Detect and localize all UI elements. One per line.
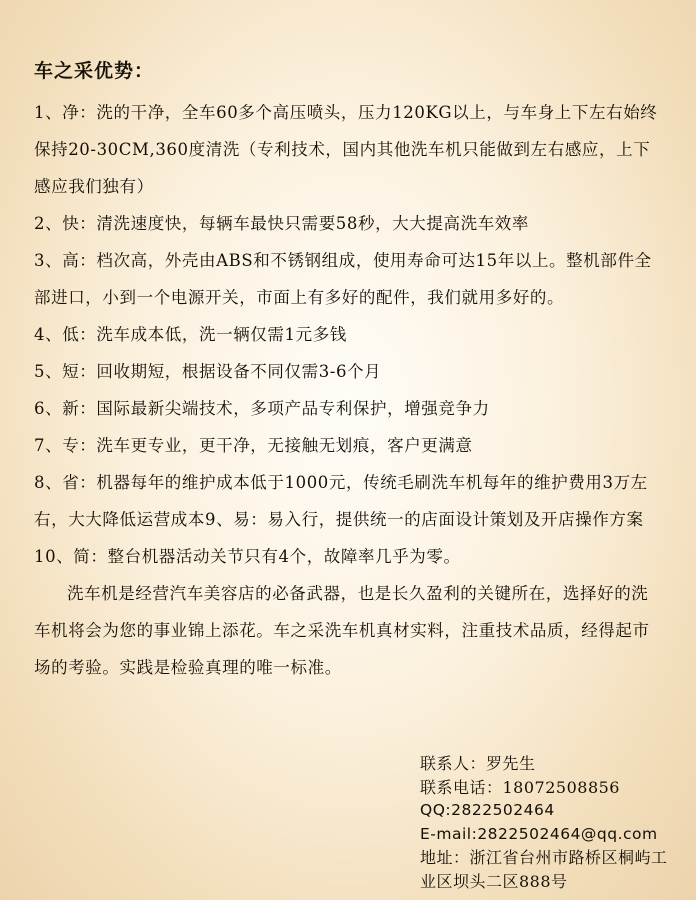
contact-phone: 联系电话：18072508856	[420, 777, 620, 797]
list-item: 2、快：清洗速度快，每辆车最快只需要58秒，大大提高洗车效率	[34, 214, 529, 233]
list-item: 3、高：档次高，外壳由ABS和不锈钢组成，使用寿命可达15年以上。整机部件全部进口，小到一个电源开关，市面上有多好的配件，我们就用多好的。	[34, 251, 652, 307]
page-title: 车之采优势：	[34, 60, 155, 82]
contact-qq: QQ:2822502464	[420, 801, 555, 819]
list-item: 5、短：回收期短，根据设备不同仅需3-6个月	[34, 362, 382, 381]
contact-block	[420, 752, 690, 893]
contact-address: 地址：浙江省台州市路桥区桐屿工业区坝头二区888号	[420, 848, 668, 891]
list-item: 6、新：国际最新尖端技术，多项产品专利保护，增强竞争力	[34, 399, 490, 418]
advantages-list	[34, 94, 664, 686]
list-item: 8、省：机器每年的维护成本低于1000元，传统毛刷洗车机每年的维护费用3万左右，大大降低运营成本9、易：易入行，提供统一的店面设计策划及开店操作方案10、简：整台机器活动关节只有4个，故障率几乎为零。	[34, 473, 648, 566]
contact-email: E-mail:2822502464@qq.com	[420, 824, 658, 843]
contact-person: 联系人：罗先生	[420, 754, 536, 773]
list-item: 1、净：洗的干净，全车60多个高压喷头，压力120KG以上，与车身上下左右始终保持20-30CM,360度清洗（专利技术，国内其他洗车机只能做到左右感应，上下感应我们独有）	[34, 103, 658, 196]
summary-paragraph: 洗车机是经营汽车美容店的必备武器，也是长久盈利的关键所在，选择好的洗车机将会为您的事业锦上添花。车之采洗车机真材实料，注重技术品质，经得起市场的考验。实践是检验真理的唯一标准。	[34, 584, 650, 677]
list-item: 7、专：洗车更专业，更干净，无接触无划痕，客户更满意	[34, 436, 473, 455]
list-item: 4、低：洗车成本低，洗一辆仅需1元多钱	[34, 325, 347, 344]
